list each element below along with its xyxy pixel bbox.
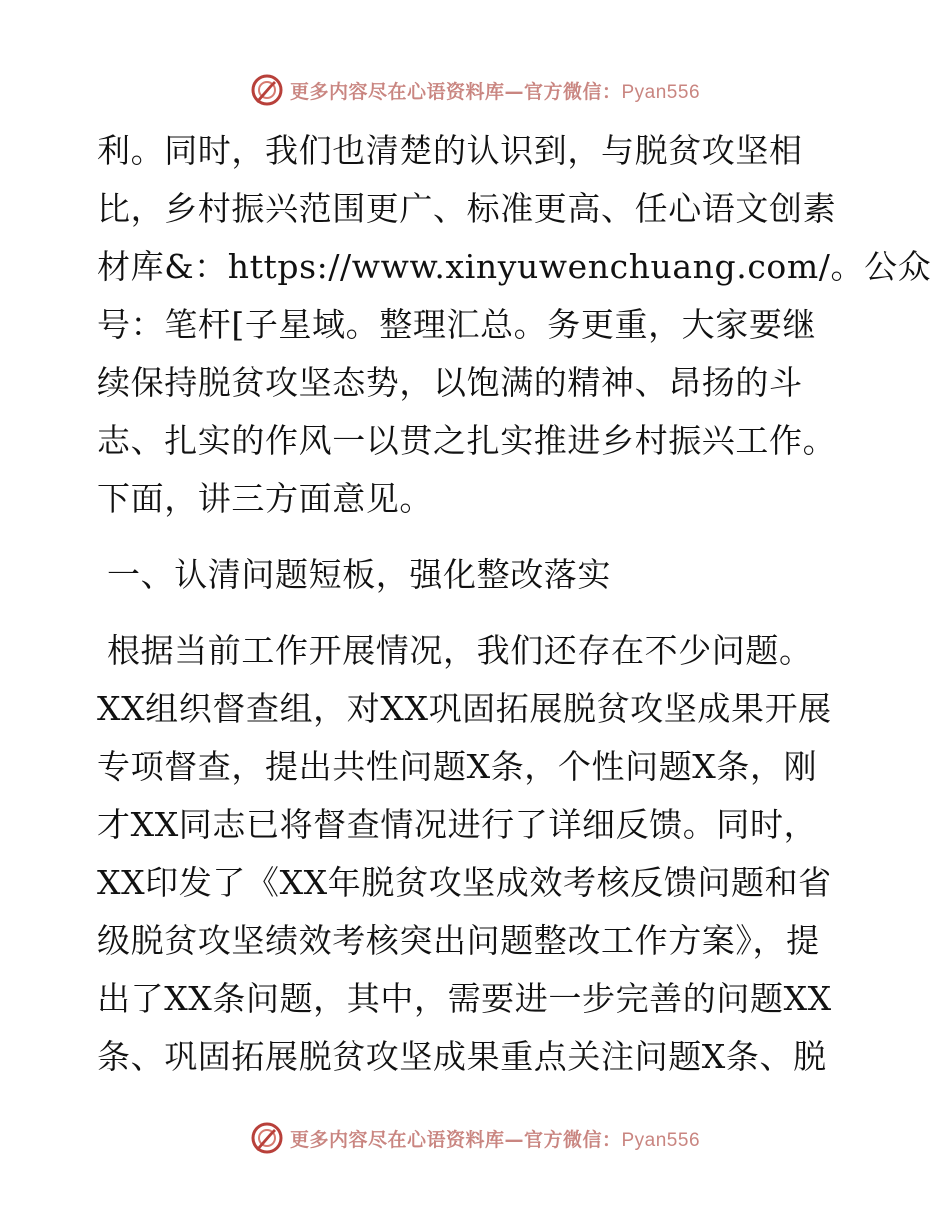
- text-line: 号：笔杆[子星域。整理汇总。务更重，大家要继: [97, 305, 817, 344]
- text-line: 才XX同志已将督查情况进行了详细反馈。同时，: [97, 805, 818, 844]
- text-line: 专项督查，提出共性问题X条，个性问题X条，刚: [97, 747, 818, 786]
- text-line: 志、扎实的作风一以贯之扎实推进乡村振兴工作。: [97, 421, 837, 460]
- paragraph: [97, 122, 932, 528]
- banner-text: 更多内容尽在心语资料库—官方微信：Pyan556: [289, 1128, 701, 1151]
- text-line: 利。同时，我们也清楚的认识到，与脱贫攻坚相: [97, 131, 803, 170]
- text-line: 条、巩固拓展脱贫攻坚成果重点关注问题X条、脱: [97, 1037, 827, 1076]
- section-heading: 一、认清问题短板，强化整改落实: [107, 555, 611, 594]
- text-line: 材库&：https://www.xinyuwenchuang.com/。公众: [97, 247, 932, 286]
- text-line: 出了XX条问题，其中，需要进一步完善的问题XX: [97, 979, 832, 1018]
- text-line: 续保持脱贫攻坚态势，以饱满的精神、昂扬的斗: [97, 363, 803, 402]
- wechat-id: Pyan556: [621, 1129, 701, 1151]
- header-banner: [0, 70, 950, 110]
- text-line: 比，乡村振兴范围更广、标准更高、任心语文创素: [97, 189, 837, 228]
- text-line: 下面，讲三方面意见。: [97, 479, 433, 518]
- document-body: [97, 122, 932, 1086]
- footer-banner: [0, 1118, 950, 1158]
- text-line: XX印发了《XX年脱贫攻坚成效考核反馈问题和省: [97, 863, 832, 902]
- wechat-id: Pyan556: [621, 81, 701, 103]
- text-line: 级脱贫攻坚绩效考核突出问题整改工作方案》，提: [97, 921, 820, 960]
- logo-icon: [250, 1121, 284, 1155]
- logo-icon: [250, 73, 284, 107]
- text-line: 根据当前工作开展情况，我们还存在不少问题。: [107, 631, 813, 670]
- banner-text: 更多内容尽在心语资料库—官方微信：Pyan556: [289, 80, 701, 103]
- paragraph: [97, 622, 857, 1086]
- text-line: XX组织督查组，对XX巩固拓展脱贫攻坚成果开展: [97, 689, 832, 728]
